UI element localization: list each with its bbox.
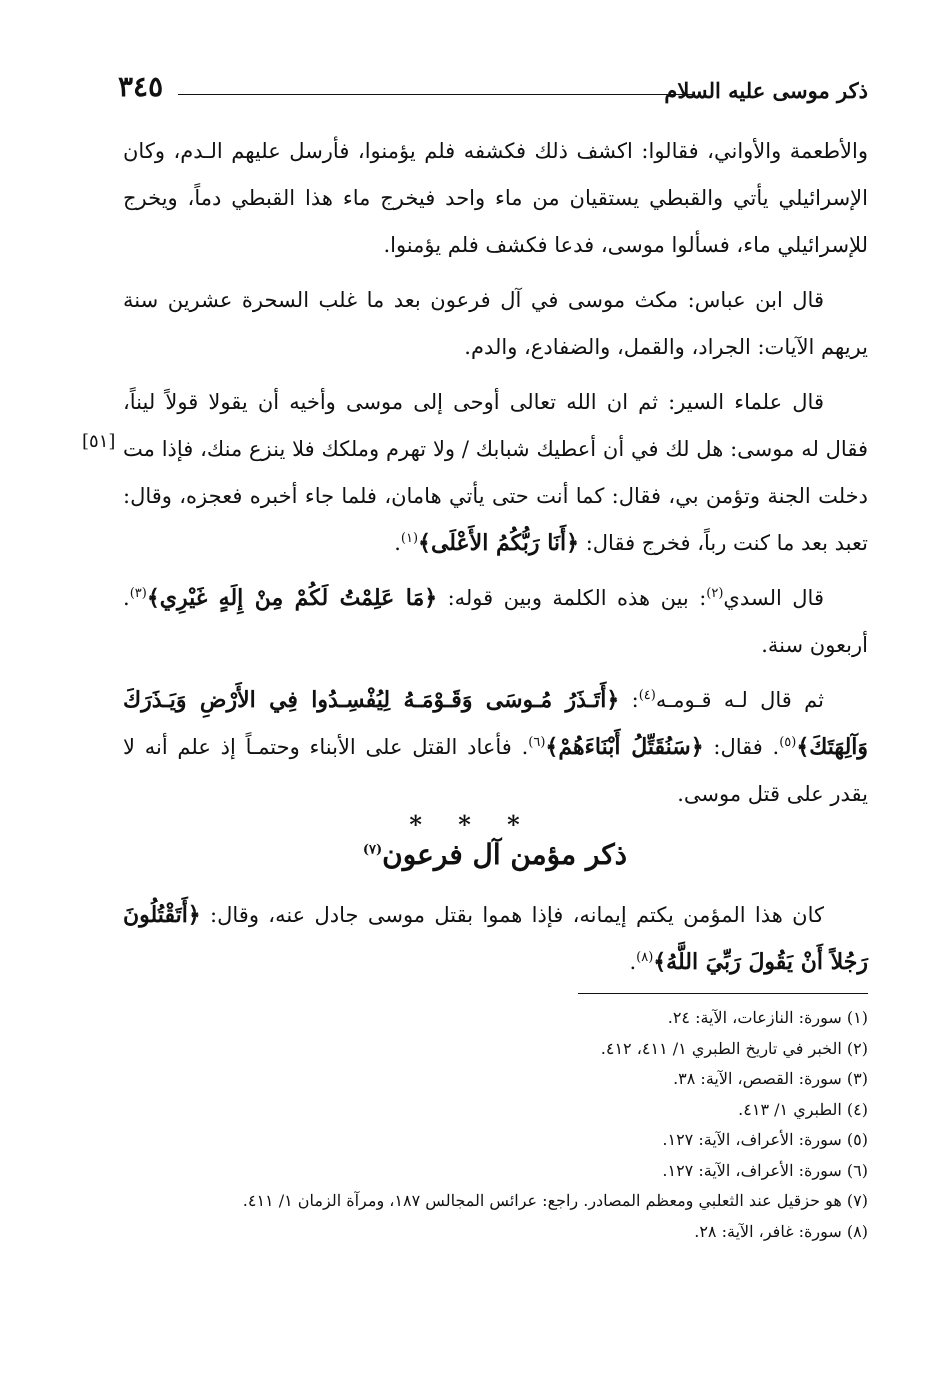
footnote-item: (٢) الخبر في تاريخ الطبري ١/ ٤١١، ٤١٢. [600, 1038, 868, 1058]
paragraph-3 [123, 379, 868, 567]
paragraph-3-text: قال علماء السير: ثم ان الله تعالى أوحى إلى موسى وأخيه أن يقولا قولاً ليناً، فقال له موسى: هل لك في أن أعطيك شبابك / ولا تهرم وملكك فلا ينزع منك، فإذا مت دخلت الجنة وتؤمن بي، فقال: كما أنت حتى يأتي هامان، فلما جاء أخبره فعجزه، وقال: تعبد بعد ما كنت رباً، فخرج فقال: [123, 390, 868, 555]
footnote-rule [578, 993, 868, 994]
footnote-item: (٦) سورة: الأعراف، الآية: ١٢٧. [662, 1160, 868, 1180]
header-rule [178, 94, 693, 95]
quran-verse-1: ﴿أَنَا رَبُّكُمُ الأَعْلَى﴾ [418, 530, 580, 556]
paragraph-5-text-c: . فقال: [713, 735, 780, 759]
paragraph-5-text-b: : [631, 688, 639, 712]
footnote-item: (٥) سورة: الأعراف، الآية: ١٢٧. [662, 1130, 868, 1149]
paragraph-1: والأطعمة والأواني، فقالوا: اكشف ذلك فكشفه فلم يؤمنوا، فأرسل عليهم الـدم، وكان الإسرائيلي يأتي والقبطي يستقيان من ماء واحد فيخرج ماء هذا القبطي دماً، ويخرج للإسرائيلي ماء، فسألوا موسى، فدعا فكشف فلم يؤمنوا. [123, 139, 868, 257]
section-text-a: كان هذا المؤمن يكتم إيمانه، فإذا هموا بقتل موسى جادل عنه، وقال: [210, 903, 824, 927]
header-title: ذكر موسى عليه السلام [664, 78, 868, 103]
footnote-ref-3: (٣) [129, 586, 147, 601]
quran-verse-3: ﴿أَتَـذَرُ مُـوسَى وَقَـوْمَـهُ لِيُفْسِـدُوا فِي الأَرْضِ وَيَـذَرَكَ وَآلِهَتَكَ﴾ [123, 687, 869, 760]
page-number: ٣٤٥ [118, 70, 164, 103]
footnote-ref-6: (٦) [528, 735, 546, 750]
paragraph-2: قال ابن عباس: مكث موسى في آل فرعون بعد ما غلب السحرة عشرين سنة يريهم الآيات: الجراد، والقمل، والضفادع، والدم. [123, 288, 868, 359]
footnote-item: (٣) سورة: القصص، الآية: ٣٨. [673, 1069, 868, 1088]
section-text-b: . [629, 950, 637, 974]
paragraph-5-text-d: . فأعاد القتل على الأبناء وحتمـاً إذ علم أنه لا يقدر على قتل موسى. [123, 735, 868, 806]
running-header [118, 70, 868, 110]
footnote-ref-4: (٤) [638, 688, 656, 703]
main-text [123, 128, 868, 826]
paragraph-4 [123, 575, 868, 669]
section-title-text: ذكر مؤمن آل فرعون [382, 838, 628, 871]
paragraph-4-text-b: : بين هذه الكلمة وبين قوله: [447, 586, 707, 610]
manuscript-folio-marker: [٥١] [82, 431, 116, 452]
footnote-item: (٧) هو حزقيل عند الثعلبي ومعظم المصادر. راجع: عرائس المجالس ١٨٧، ومرآة الزمان ١/ ٤١١. [242, 1191, 868, 1210]
paragraph-4-text-a: قال السدي [723, 586, 824, 610]
footnote-ref-5: (٥) [779, 735, 797, 750]
section-separator: * * * [409, 810, 534, 839]
footnote-item: (٨) سورة: غافر، الآية: ٢٨. [694, 1221, 868, 1241]
paragraph-5 [123, 677, 868, 818]
paragraph-4-text-c: . أربعون سنة. [123, 586, 868, 657]
quran-verse-2: ﴿مَا عَلِمْتُ لَكُمْ مِنْ إِلَهٍ غَيْرِي﴾ [146, 585, 438, 611]
footnotes [148, 1003, 868, 1247]
footnote-ref-7: (٧) [362, 842, 383, 858]
section-text [123, 892, 868, 986]
footnote-ref-1: (١) [400, 531, 419, 546]
quran-verse-4: ﴿سَنُقَتِّلُ أَبْنَاءَهُمْ﴾ [545, 734, 704, 760]
footnote-ref-8: (٨) [636, 950, 654, 965]
footnote-ref-2: (٢) [706, 586, 724, 601]
footnote-item: (١) سورة: النازعات، الآية: ٢٤. [667, 1008, 868, 1027]
paragraph-5-text-a: ثم قال لـه قـومـه [655, 688, 824, 712]
section-paragraph [123, 892, 868, 986]
paragraph-3-end: . [394, 531, 401, 555]
footnote-item: (٤) الطبري ١/ ٤١٣. [738, 1099, 868, 1119]
quran-verse-5: ﴿أَتَقْتُلُونَ رَجُلاً أَنْ يَقُولَ رَبِّيَ اللَّهُ﴾ [123, 902, 868, 975]
section-title [0, 838, 943, 871]
